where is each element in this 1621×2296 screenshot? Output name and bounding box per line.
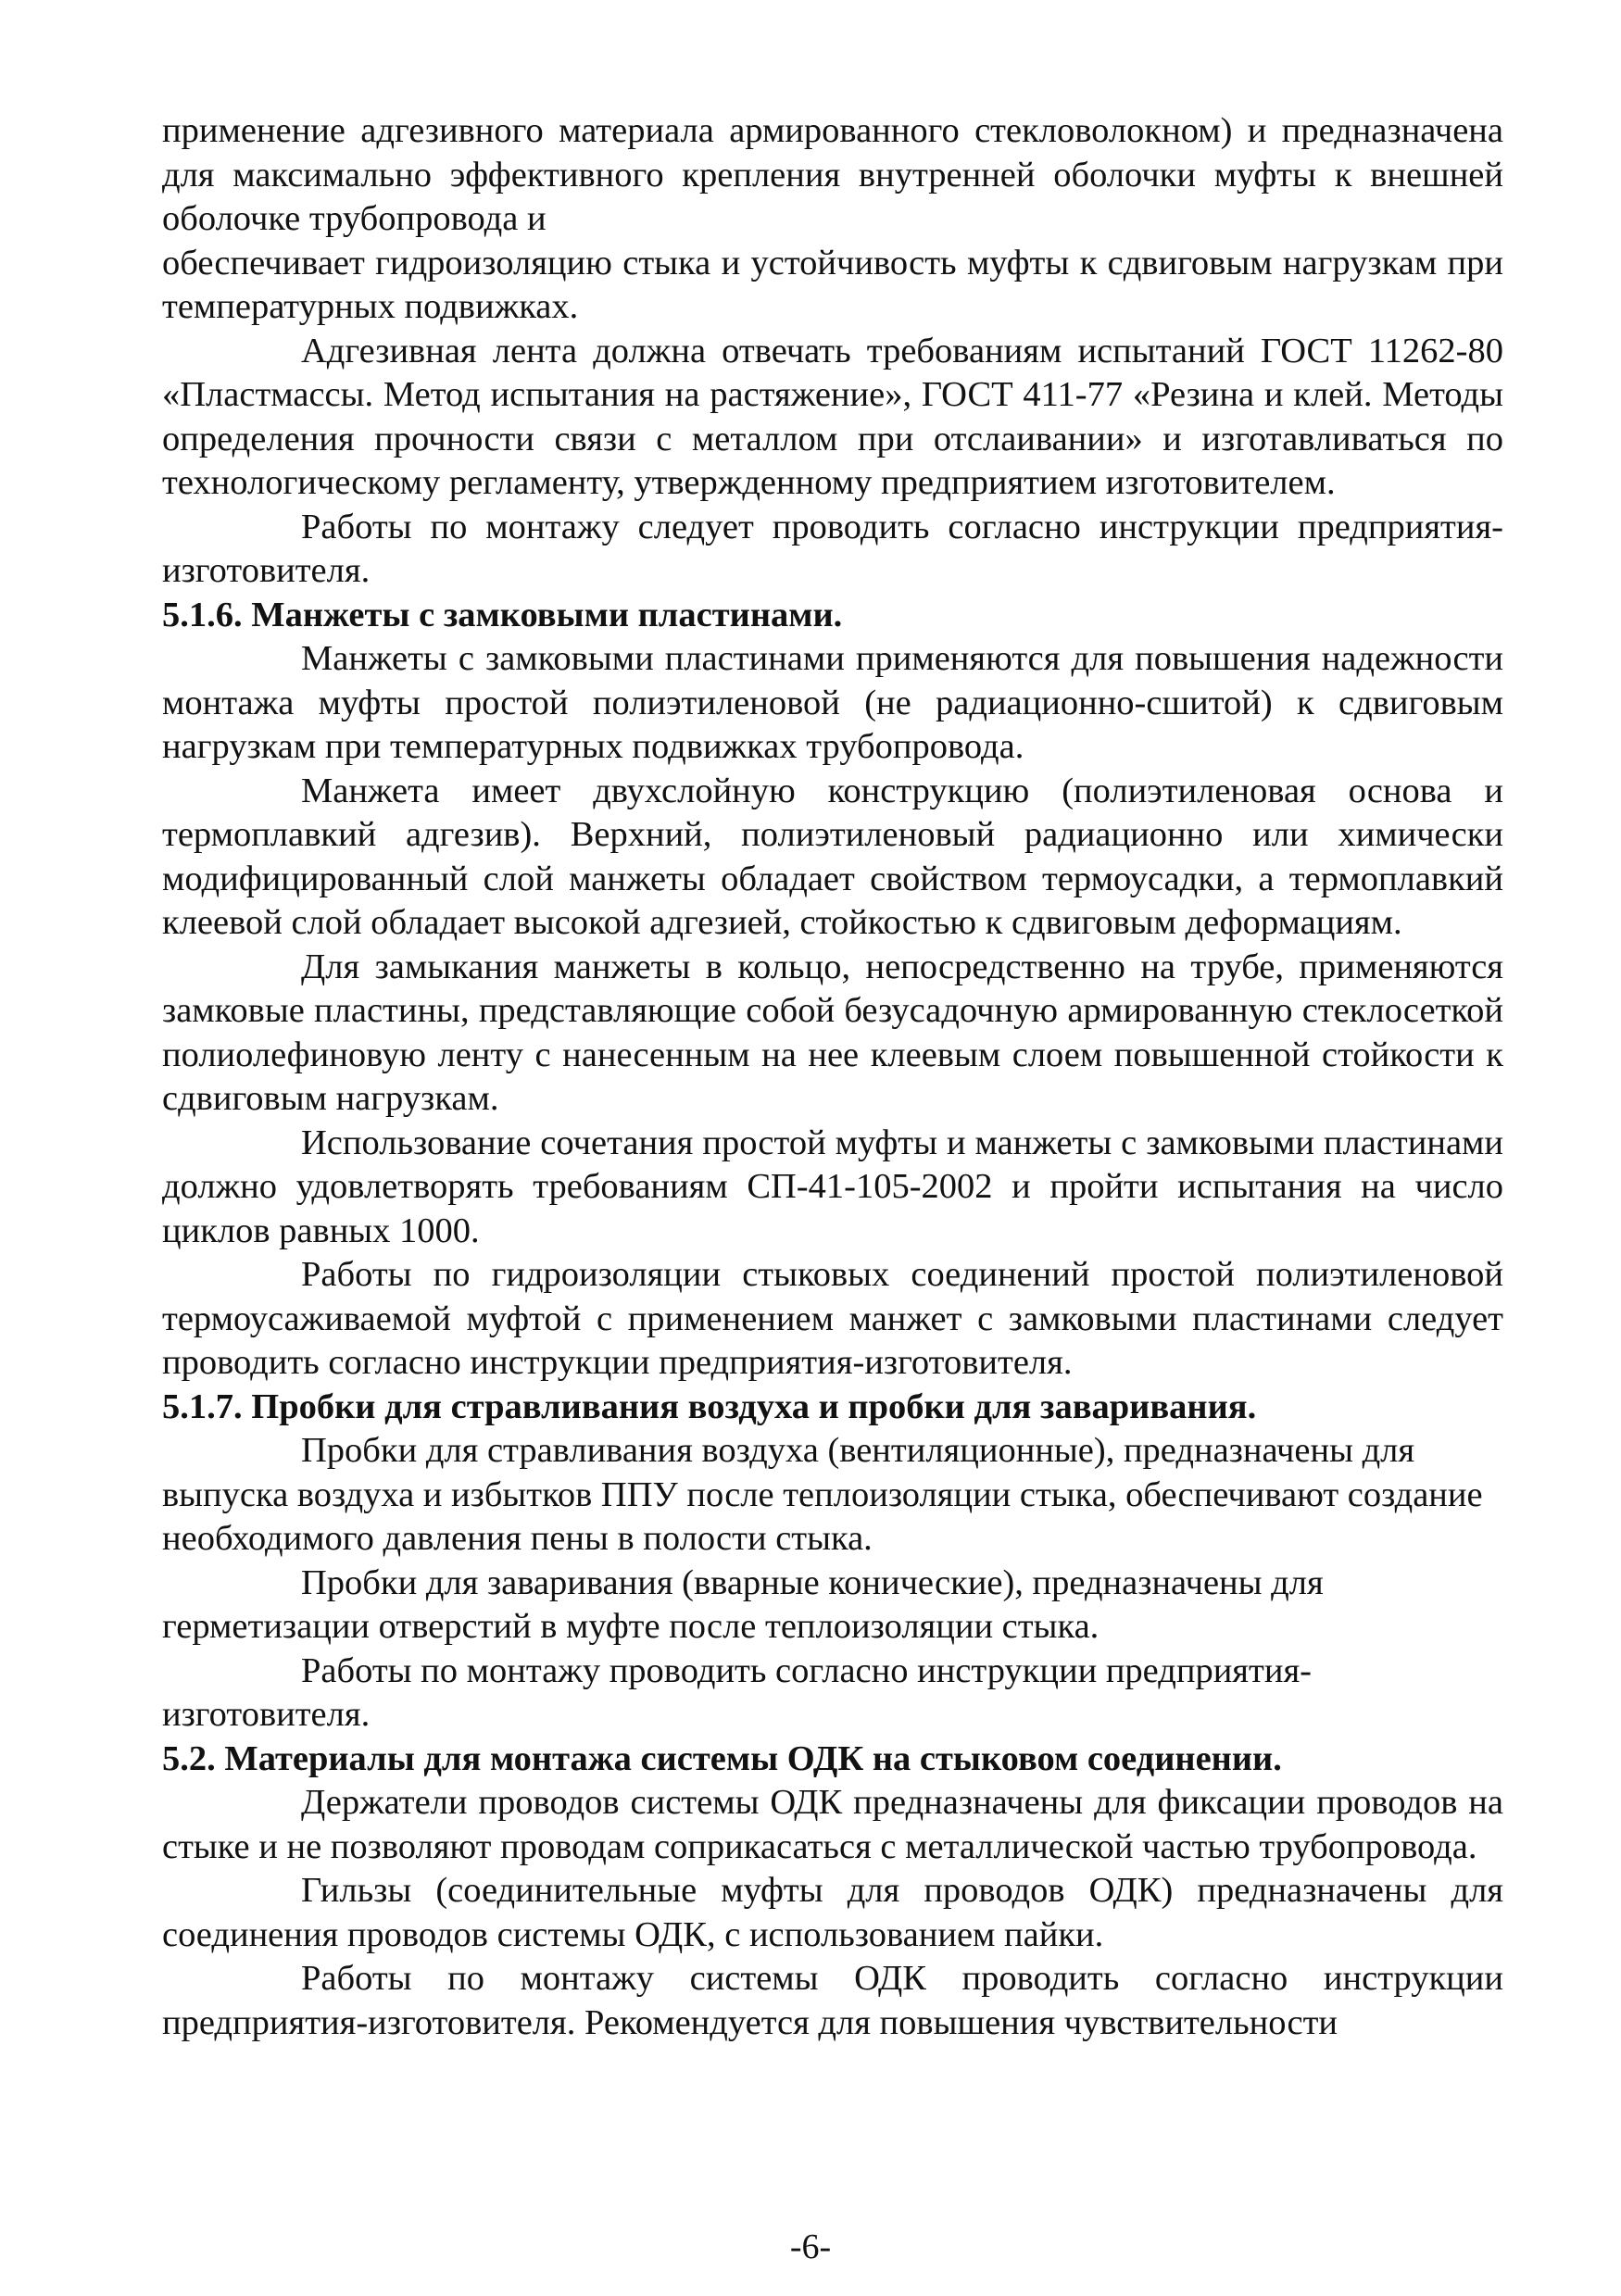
paragraph: Работы по монтажу следует проводить согласно инструкции предприятия-изготовителя. [162,507,1503,590]
section-heading: 5.1.6. Манжеты с замковыми пластинами. [162,595,843,634]
paragraph: Адгезивная лента должна отвечать требованиям испытаний ГОСТ 11262-80 «Пластмассы. Метод испытания на растяжение», ГОСТ 411-77 «Резина и клей. Методы определения прочности связи с металлом при отслаивании» и изготавливаться по технологическому регламенту, утвержденному предприятием изготовителем. [162,331,1503,502]
paragraph: обеспечивает гидроизоляцию стыка и устойчивость муфты к сдвиговым нагрузкам при температурных подвижках. [162,243,1503,326]
paragraph: Работы по монтажу системы ОДК проводить согласно инструкции предприятия-изготовителя. Рекомендуется для повышения чувствительности [162,1959,1503,2042]
paragraph: Манжеты с замковыми пластинами применяются для повышения надежности монтажа муфты простой полиэтиленовой (не радиационно-сшитой) к сдвиговым нагрузкам при температурных подвижках трубопровода. [162,639,1503,766]
paragraph: Использование сочетания простой муфты и манжеты с замковыми пластинами должно удовлетворять требованиям СП-41-105-2002 и пройти испытания на число циклов равных 1000. [162,1123,1503,1250]
paragraph: Работы по монтажу проводить согласно инструкции предприятия-изготовителя. [162,1650,1312,1734]
paragraph: Держатели проводов системы ОДК предназначены для фиксации проводов на стыке и не позволяют проводам соприкасаться с металлической частью трубопровода. [162,1783,1503,1866]
paragraph: Пробки для заваривания (вварные конические), предназначены для герметизации отверстий в муфте после теплоизоляции стыка. [162,1562,1324,1646]
paragraph: Работы по гидроизоляции стыковых соединений простой полиэтиленовой термоусаживаемой муфтой с применением манжет с замковыми пластинами следует проводить согласно инструкции предприятия-изготовителя. [162,1255,1503,1382]
document-page [162,109,1503,2045]
paragraph: применение адгезивного материала армированного стекловолокном) и предназначена для максимально эффективного крепления внутренней оболочки муфты к внешней оболочке трубопровода и [162,111,1503,238]
paragraph: Гильзы (соединительные муфты для проводов ОДК) предназначены для соединения проводов системы ОДК, с использованием пайки. [162,1871,1503,1954]
section-heading: 5.1.7. Пробки для стравливания воздуха и пробки для заваривания. [162,1386,1257,1426]
paragraph: Пробки для стравливания воздуха (вентиляционные), предназначены для выпуска воздуха и избытков ППУ после теплоизоляции стыка, обеспечивают создание необходимого давления пены в полости стыка. [162,1431,1483,1558]
page-number: -6- [789,2227,832,2266]
paragraph: Манжета имеет двухслойную конструкцию (полиэтиленовая основа и термоплавкий адгезив). Верхний, полиэтиленовый радиационно или химически модифицированный слой манжеты обладает свойством термоусадки, а термоплавкий клеевой слой обладает высокой адгезией, стойкостью к сдвиговым деформациям. [162,771,1503,942]
section-heading: 5.2. Материалы для монтажа системы ОДК на стыковом соединении. [162,1738,1282,1778]
paragraph: Для замыкания манжеты в кольцо, непосредственно на трубе, применяются замковые пластины, представляющие собой безусадочную армированную стеклосеткой полиолефиновую ленту с нанесенным на нее клеевым слоем повышенной стойкости к сдвиговым нагрузкам. [162,947,1503,1118]
